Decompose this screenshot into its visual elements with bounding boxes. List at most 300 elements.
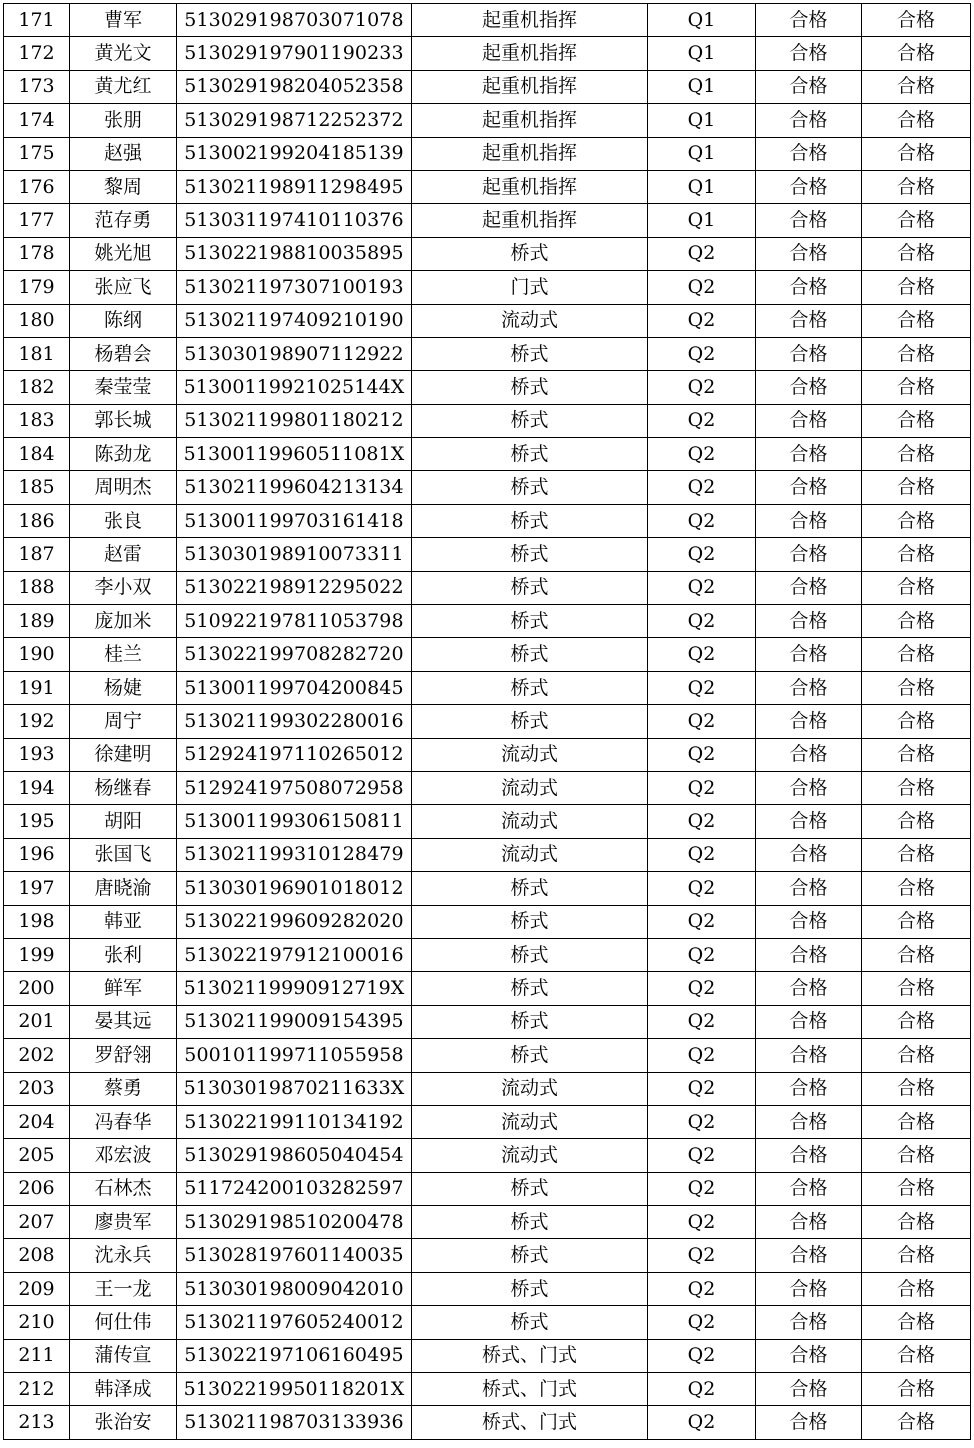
table-row (4, 538, 971, 571)
cell-id-number: 513001199703161418 (177, 504, 412, 537)
cell-crane-type: 桥式 (412, 1039, 648, 1072)
cell-serial-number: 185 (4, 471, 70, 504)
cell-id-number: 513030198910073311 (177, 538, 412, 571)
cell-id-number: 513022198912295022 (177, 571, 412, 604)
cell-theory-result: 合格 (756, 404, 862, 437)
cell-serial-number: 172 (4, 37, 70, 70)
table-row (4, 805, 971, 838)
cell-name: 周宁 (70, 705, 177, 738)
cell-id-number: 513021197307100193 (177, 271, 412, 304)
cell-theory-result: 合格 (756, 1072, 862, 1105)
cell-id-number: 513021197409210190 (177, 304, 412, 337)
cell-level: Q2 (648, 1339, 756, 1372)
roster-body (4, 4, 971, 1440)
cell-practical-result: 合格 (862, 1206, 971, 1239)
cell-serial-number: 201 (4, 1005, 70, 1038)
table-row (4, 204, 971, 237)
table-row (4, 170, 971, 203)
cell-level: Q2 (648, 905, 756, 938)
cell-theory-result: 合格 (756, 1272, 862, 1305)
cell-level: Q2 (648, 1373, 756, 1406)
table-row (4, 371, 971, 404)
cell-serial-number: 203 (4, 1072, 70, 1105)
cell-level: Q2 (648, 938, 756, 971)
cell-id-number: 513002199204185139 (177, 137, 412, 170)
cell-level: Q1 (648, 137, 756, 170)
cell-theory-result: 合格 (756, 805, 862, 838)
table-row (4, 504, 971, 537)
cell-practical-result: 合格 (862, 137, 971, 170)
cell-crane-type: 桥式 (412, 371, 648, 404)
cell-serial-number: 180 (4, 304, 70, 337)
cell-theory-result: 合格 (756, 771, 862, 804)
cell-crane-type: 桥式 (412, 237, 648, 270)
cell-practical-result: 合格 (862, 938, 971, 971)
cell-name: 蔡勇 (70, 1072, 177, 1105)
cell-id-number: 513022199110134192 (177, 1105, 412, 1138)
cell-name: 郭长城 (70, 404, 177, 437)
table-row (4, 4, 971, 37)
cell-crane-type: 桥式 (412, 1172, 648, 1205)
cell-serial-number: 194 (4, 771, 70, 804)
cell-name: 杨婕 (70, 671, 177, 704)
cell-serial-number: 188 (4, 571, 70, 604)
cell-name: 范存勇 (70, 204, 177, 237)
cell-id-number: 51303019870211633X (177, 1072, 412, 1105)
cell-practical-result: 合格 (862, 70, 971, 103)
cell-practical-result: 合格 (862, 304, 971, 337)
cell-practical-result: 合格 (862, 671, 971, 704)
cell-id-number: 513029197901190233 (177, 37, 412, 70)
cell-level: Q2 (648, 1406, 756, 1439)
cell-name: 杨碧会 (70, 337, 177, 370)
cell-serial-number: 206 (4, 1172, 70, 1205)
table-row (4, 237, 971, 270)
cell-serial-number: 196 (4, 838, 70, 871)
cell-level: Q2 (648, 638, 756, 671)
cell-practical-result: 合格 (862, 1406, 971, 1439)
cell-name: 赵雷 (70, 538, 177, 571)
cell-theory-result: 合格 (756, 538, 862, 571)
cell-level: Q2 (648, 1039, 756, 1072)
cell-practical-result: 合格 (862, 638, 971, 671)
cell-theory-result: 合格 (756, 37, 862, 70)
cell-crane-type: 起重机指挥 (412, 104, 648, 137)
cell-id-number: 51300119921025144X (177, 371, 412, 404)
table-row (4, 1105, 971, 1138)
cell-name: 沈永兵 (70, 1239, 177, 1272)
cell-id-number: 513031197410110376 (177, 204, 412, 237)
cell-level: Q2 (648, 237, 756, 270)
cell-level: Q1 (648, 4, 756, 37)
table-row (4, 337, 971, 370)
cell-id-number: 51302119990912719X (177, 972, 412, 1005)
cell-crane-type: 起重机指挥 (412, 70, 648, 103)
cell-practical-result: 合格 (862, 1306, 971, 1339)
cell-serial-number: 177 (4, 204, 70, 237)
cell-crane-type: 桥式 (412, 671, 648, 704)
cell-id-number: 513021199009154395 (177, 1005, 412, 1038)
cell-level: Q2 (648, 738, 756, 771)
cell-level: Q2 (648, 671, 756, 704)
cell-id-number: 513021199302280016 (177, 705, 412, 738)
cell-theory-result: 合格 (756, 1206, 862, 1239)
cell-practical-result: 合格 (862, 771, 971, 804)
table-row (4, 605, 971, 638)
cell-practical-result: 合格 (862, 605, 971, 638)
cell-id-number: 513021199604213134 (177, 471, 412, 504)
cell-practical-result: 合格 (862, 1005, 971, 1038)
cell-serial-number: 198 (4, 905, 70, 938)
cell-theory-result: 合格 (756, 571, 862, 604)
cell-id-number: 513001199306150811 (177, 805, 412, 838)
cell-crane-type: 桥式 (412, 1306, 648, 1339)
cell-theory-result: 合格 (756, 1339, 862, 1372)
cell-serial-number: 186 (4, 504, 70, 537)
cell-serial-number: 209 (4, 1272, 70, 1305)
table-row (4, 1306, 971, 1339)
cell-theory-result: 合格 (756, 972, 862, 1005)
cell-id-number: 513029198712252372 (177, 104, 412, 137)
cell-theory-result: 合格 (756, 1239, 862, 1272)
cell-theory-result: 合格 (756, 104, 862, 137)
cell-name: 何仕伟 (70, 1306, 177, 1339)
cell-id-number: 513022198810035895 (177, 237, 412, 270)
cell-level: Q2 (648, 1306, 756, 1339)
cell-serial-number: 174 (4, 104, 70, 137)
cell-practical-result: 合格 (862, 438, 971, 471)
cell-practical-result: 合格 (862, 371, 971, 404)
cell-name: 张利 (70, 938, 177, 971)
cell-name: 曹军 (70, 4, 177, 37)
table-row (4, 37, 971, 70)
cell-level: Q1 (648, 204, 756, 237)
cell-name: 蒲传宣 (70, 1339, 177, 1372)
table-row (4, 1072, 971, 1105)
cell-id-number: 513029198703071078 (177, 4, 412, 37)
cell-crane-type: 流动式 (412, 838, 648, 871)
cell-name: 黄尤红 (70, 70, 177, 103)
cell-crane-type: 桥式 (412, 337, 648, 370)
cell-serial-number: 202 (4, 1039, 70, 1072)
cell-theory-result: 合格 (756, 671, 862, 704)
cell-theory-result: 合格 (756, 1139, 862, 1172)
cell-name: 李小双 (70, 571, 177, 604)
cell-name: 黎周 (70, 170, 177, 203)
cell-serial-number: 189 (4, 605, 70, 638)
cell-practical-result: 合格 (862, 1172, 971, 1205)
cell-theory-result: 合格 (756, 504, 862, 537)
cell-id-number: 500101199711055958 (177, 1039, 412, 1072)
cell-name: 陈劲龙 (70, 438, 177, 471)
cell-serial-number: 205 (4, 1139, 70, 1172)
cell-theory-result: 合格 (756, 705, 862, 738)
table-row (4, 1239, 971, 1272)
cell-id-number: 51300119960511081X (177, 438, 412, 471)
cell-crane-type: 桥式 (412, 705, 648, 738)
cell-theory-result: 合格 (756, 438, 862, 471)
cell-id-number: 513021198703133936 (177, 1406, 412, 1439)
cell-level: Q2 (648, 371, 756, 404)
cell-crane-type: 桥式 (412, 438, 648, 471)
cell-id-number: 513021199310128479 (177, 838, 412, 871)
cell-name: 罗舒翎 (70, 1039, 177, 1072)
cell-id-number: 513029198605040454 (177, 1139, 412, 1172)
cell-id-number: 512924197110265012 (177, 738, 412, 771)
table-row (4, 1139, 971, 1172)
table-row (4, 1005, 971, 1038)
cell-level: Q2 (648, 705, 756, 738)
cell-level: Q2 (648, 805, 756, 838)
cell-practical-result: 合格 (862, 972, 971, 1005)
cell-practical-result: 合格 (862, 1072, 971, 1105)
cell-practical-result: 合格 (862, 838, 971, 871)
table-row (4, 104, 971, 137)
cell-level: Q2 (648, 1139, 756, 1172)
cell-practical-result: 合格 (862, 1272, 971, 1305)
cell-level: Q2 (648, 1005, 756, 1038)
table-row (4, 771, 971, 804)
cell-theory-result: 合格 (756, 271, 862, 304)
cell-crane-type: 桥式 (412, 1272, 648, 1305)
cell-name: 陈纲 (70, 304, 177, 337)
cell-id-number: 513022197106160495 (177, 1339, 412, 1372)
cell-theory-result: 合格 (756, 371, 862, 404)
cell-name: 张良 (70, 504, 177, 537)
table-row (4, 471, 971, 504)
cell-theory-result: 合格 (756, 838, 862, 871)
table-row (4, 905, 971, 938)
cell-serial-number: 183 (4, 404, 70, 437)
cell-level: Q1 (648, 104, 756, 137)
cell-serial-number: 181 (4, 337, 70, 370)
cell-serial-number: 207 (4, 1206, 70, 1239)
cell-level: Q2 (648, 471, 756, 504)
cell-id-number: 513021198911298495 (177, 170, 412, 203)
cell-id-number: 513001199704200845 (177, 671, 412, 704)
cell-practical-result: 合格 (862, 1339, 971, 1372)
cell-level: Q2 (648, 504, 756, 537)
cell-theory-result: 合格 (756, 304, 862, 337)
cell-theory-result: 合格 (756, 337, 862, 370)
cell-name: 唐晓渝 (70, 872, 177, 905)
cell-crane-type: 门式 (412, 271, 648, 304)
table-row (4, 571, 971, 604)
table-row (4, 1039, 971, 1072)
cell-crane-type: 桥式 (412, 1206, 648, 1239)
cell-serial-number: 192 (4, 705, 70, 738)
table-row (4, 1373, 971, 1406)
cell-id-number: 510922197811053798 (177, 605, 412, 638)
cell-crane-type: 桥式 (412, 504, 648, 537)
cell-serial-number: 190 (4, 638, 70, 671)
cell-name: 张治安 (70, 1406, 177, 1439)
cell-id-number: 513022199609282020 (177, 905, 412, 938)
cell-level: Q1 (648, 37, 756, 70)
cell-theory-result: 合格 (756, 872, 862, 905)
table-row (4, 304, 971, 337)
cell-theory-result: 合格 (756, 1039, 862, 1072)
table-row (4, 705, 971, 738)
cell-practical-result: 合格 (862, 471, 971, 504)
cell-id-number: 513022199708282720 (177, 638, 412, 671)
cell-practical-result: 合格 (862, 337, 971, 370)
cell-practical-result: 合格 (862, 104, 971, 137)
cell-serial-number: 211 (4, 1339, 70, 1372)
cell-serial-number: 184 (4, 438, 70, 471)
cell-crane-type: 起重机指挥 (412, 37, 648, 70)
cell-name: 韩泽成 (70, 1373, 177, 1406)
table-row (4, 838, 971, 871)
cell-name: 周明杰 (70, 471, 177, 504)
table-row (4, 638, 971, 671)
cell-id-number: 513030198009042010 (177, 1272, 412, 1305)
cell-theory-result: 合格 (756, 1406, 862, 1439)
cell-practical-result: 合格 (862, 571, 971, 604)
cell-serial-number: 193 (4, 738, 70, 771)
cell-id-number: 513021199801180212 (177, 404, 412, 437)
cell-crane-type: 起重机指挥 (412, 4, 648, 37)
cell-name: 张应飞 (70, 271, 177, 304)
cell-level: Q2 (648, 1239, 756, 1272)
cell-practical-result: 合格 (862, 538, 971, 571)
cell-practical-result: 合格 (862, 1039, 971, 1072)
cell-serial-number: 187 (4, 538, 70, 571)
cell-practical-result: 合格 (862, 237, 971, 270)
cell-practical-result: 合格 (862, 4, 971, 37)
cell-theory-result: 合格 (756, 471, 862, 504)
cell-crane-type: 桥式 (412, 471, 648, 504)
cell-theory-result: 合格 (756, 1172, 862, 1205)
cell-crane-type: 流动式 (412, 771, 648, 804)
cell-crane-type: 流动式 (412, 805, 648, 838)
cell-level: Q2 (648, 304, 756, 337)
cell-serial-number: 210 (4, 1306, 70, 1339)
cell-crane-type: 流动式 (412, 304, 648, 337)
cell-name: 石林杰 (70, 1172, 177, 1205)
table-row (4, 438, 971, 471)
table-row (4, 738, 971, 771)
cell-name: 桂兰 (70, 638, 177, 671)
cell-name: 张朋 (70, 104, 177, 137)
cell-crane-type: 流动式 (412, 1105, 648, 1138)
cell-name: 杨继春 (70, 771, 177, 804)
cell-name: 韩亚 (70, 905, 177, 938)
table-row (4, 70, 971, 103)
cell-level: Q2 (648, 538, 756, 571)
table-row (4, 271, 971, 304)
cell-serial-number: 171 (4, 4, 70, 37)
cell-practical-result: 合格 (862, 1373, 971, 1406)
cell-crane-type: 起重机指挥 (412, 204, 648, 237)
cell-practical-result: 合格 (862, 404, 971, 437)
cell-theory-result: 合格 (756, 1105, 862, 1138)
cell-practical-result: 合格 (862, 1239, 971, 1272)
cell-theory-result: 合格 (756, 938, 862, 971)
table-row (4, 972, 971, 1005)
table-row (4, 872, 971, 905)
cell-level: Q2 (648, 337, 756, 370)
cell-crane-type: 桥式 (412, 872, 648, 905)
cell-theory-result: 合格 (756, 70, 862, 103)
cell-practical-result: 合格 (862, 504, 971, 537)
cell-crane-type: 桥式 (412, 905, 648, 938)
cell-practical-result: 合格 (862, 1105, 971, 1138)
cell-id-number: 513021197605240012 (177, 1306, 412, 1339)
cell-name: 张国飞 (70, 838, 177, 871)
cell-name: 廖贵军 (70, 1206, 177, 1239)
cell-id-number: 513029198204052358 (177, 70, 412, 103)
cell-level: Q2 (648, 438, 756, 471)
cell-theory-result: 合格 (756, 237, 862, 270)
cell-name: 庞加米 (70, 605, 177, 638)
cell-serial-number: 212 (4, 1373, 70, 1406)
cell-theory-result: 合格 (756, 137, 862, 170)
cell-name: 晏其远 (70, 1005, 177, 1038)
cell-theory-result: 合格 (756, 905, 862, 938)
table-row (4, 137, 971, 170)
cell-level: Q2 (648, 1206, 756, 1239)
table-row (4, 1172, 971, 1205)
cell-practical-result: 合格 (862, 1139, 971, 1172)
cell-practical-result: 合格 (862, 872, 971, 905)
cell-serial-number: 199 (4, 938, 70, 971)
cell-crane-type: 桥式 (412, 404, 648, 437)
cell-level: Q2 (648, 404, 756, 437)
cell-crane-type: 流动式 (412, 1072, 648, 1105)
cell-crane-type: 流动式 (412, 1139, 648, 1172)
cell-serial-number: 200 (4, 972, 70, 1005)
cell-name: 鲜军 (70, 972, 177, 1005)
cell-practical-result: 合格 (862, 271, 971, 304)
cell-level: Q2 (648, 1272, 756, 1305)
table-row (4, 938, 971, 971)
cell-serial-number: 179 (4, 271, 70, 304)
table-row (4, 1406, 971, 1439)
cell-name: 姚光旭 (70, 237, 177, 270)
cell-serial-number: 213 (4, 1406, 70, 1439)
cell-serial-number: 175 (4, 137, 70, 170)
cell-theory-result: 合格 (756, 1373, 862, 1406)
cell-practical-result: 合格 (862, 37, 971, 70)
cell-practical-result: 合格 (862, 805, 971, 838)
cell-level: Q2 (648, 1172, 756, 1205)
cell-name: 黄光文 (70, 37, 177, 70)
cell-level: Q2 (648, 1072, 756, 1105)
cell-theory-result: 合格 (756, 4, 862, 37)
cell-level: Q2 (648, 1105, 756, 1138)
cell-level: Q2 (648, 972, 756, 1005)
cell-serial-number: 197 (4, 872, 70, 905)
cell-crane-type: 桥式 (412, 538, 648, 571)
cell-practical-result: 合格 (862, 738, 971, 771)
cell-name: 邓宏波 (70, 1139, 177, 1172)
cell-name: 冯春华 (70, 1105, 177, 1138)
table-row (4, 1339, 971, 1372)
cell-level: Q2 (648, 271, 756, 304)
cell-serial-number: 204 (4, 1105, 70, 1138)
cell-serial-number: 182 (4, 371, 70, 404)
cell-theory-result: 合格 (756, 738, 862, 771)
cell-crane-type: 桥式 (412, 605, 648, 638)
cell-practical-result: 合格 (862, 705, 971, 738)
cell-practical-result: 合格 (862, 170, 971, 203)
cell-crane-type: 桥式 (412, 938, 648, 971)
cell-theory-result: 合格 (756, 170, 862, 203)
cell-id-number: 513022197912100016 (177, 938, 412, 971)
cell-level: Q1 (648, 70, 756, 103)
cell-serial-number: 191 (4, 671, 70, 704)
